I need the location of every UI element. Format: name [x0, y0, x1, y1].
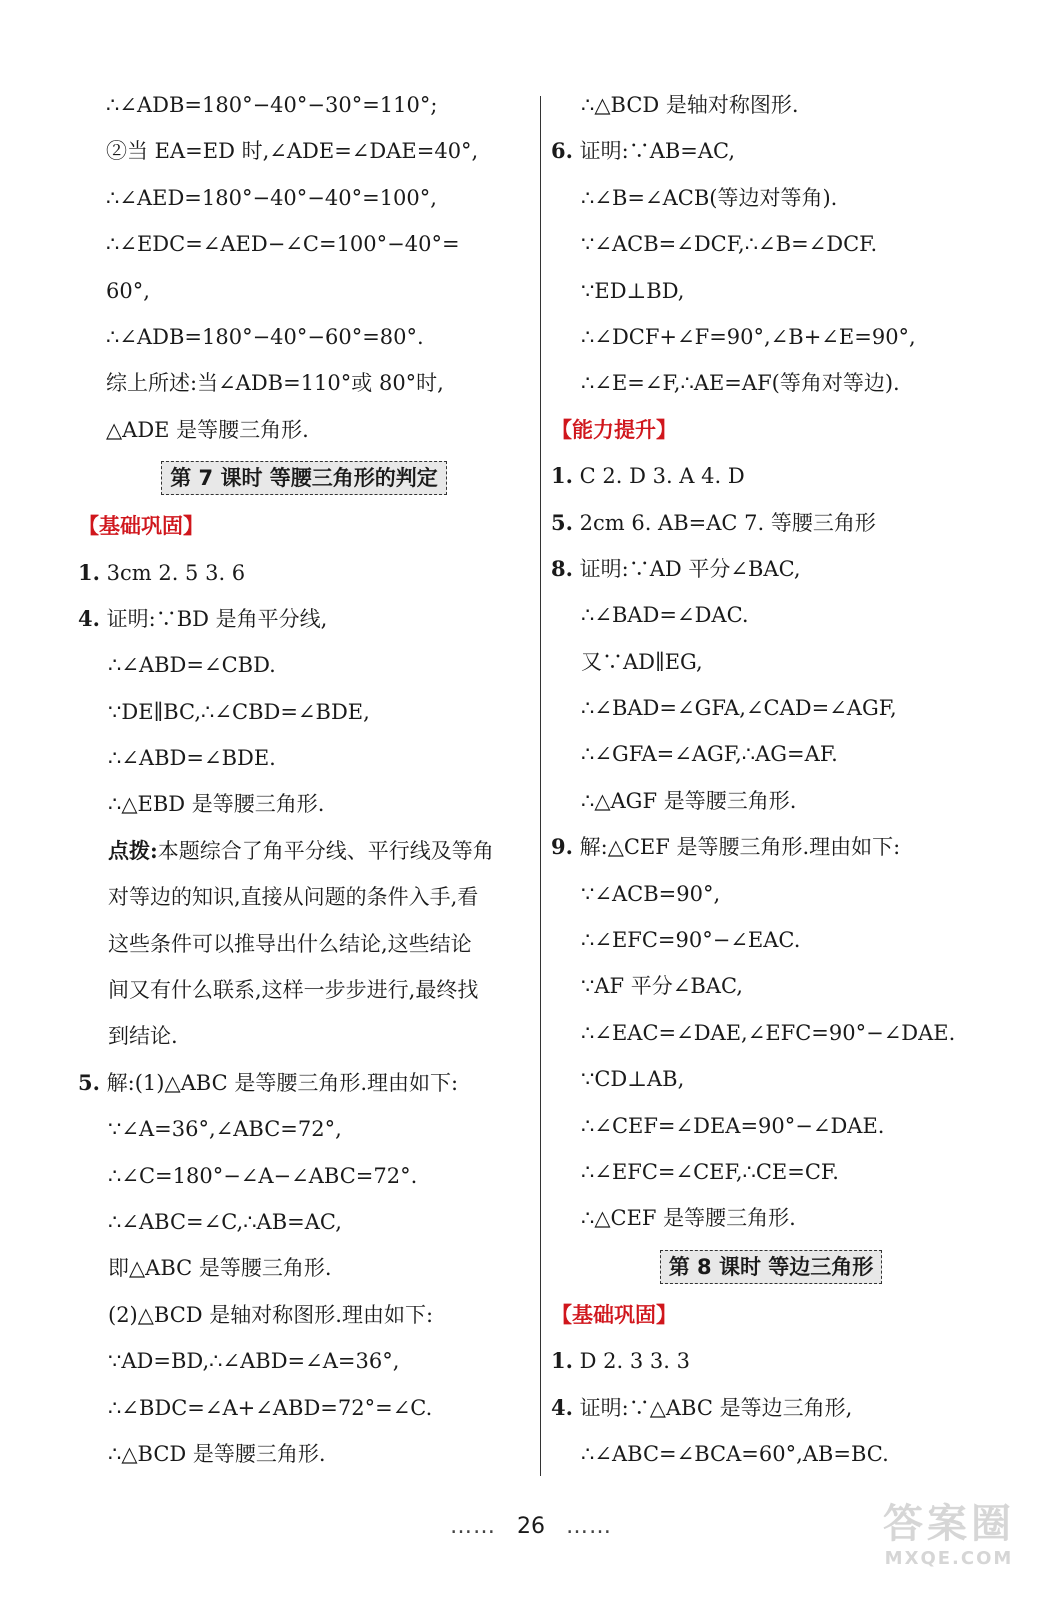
item-number: 8.	[551, 555, 573, 581]
answer-line	[78, 735, 530, 781]
line-text: ∴∠E=∠F,∴AE=AF(等角对等边).	[581, 371, 900, 396]
line-text: ∴△BCD 是等腰三角形.	[108, 1441, 326, 1466]
lesson-heading	[78, 453, 530, 503]
line-text: 本题综合了角平分线、平行线及等角	[157, 838, 494, 863]
line-text: ∴∠ADB=180°−40°−30°=110°;	[106, 93, 438, 117]
line-text: ∴∠DCF+∠F=90°,∠B+∠E=90°,	[581, 324, 916, 349]
watermark-logo-text: 答案圈	[883, 1501, 1015, 1547]
answer-line	[78, 1431, 530, 1477]
answer-item	[551, 1338, 991, 1384]
line-text: 解:△CEF 是等腰三角形.理由如下:	[579, 835, 901, 860]
item-number: 1.	[78, 559, 100, 585]
right-column	[551, 82, 991, 1477]
answer-item	[551, 1385, 991, 1431]
line-text: ∴∠ABC=∠C,∴AB=AC,	[108, 1209, 342, 1234]
answer-line	[78, 1013, 530, 1059]
line-text: 60°,	[106, 278, 150, 303]
lesson-heading-text: 第 8 课时 等边三角形	[660, 1250, 883, 1284]
watermark-url: MXQE.COM	[884, 1548, 1014, 1569]
answer-line	[78, 642, 530, 688]
answer-line	[78, 781, 530, 827]
line-text: C 2. D 3. A 4. D	[579, 464, 745, 489]
answer-line	[551, 639, 991, 685]
answer-line	[78, 1385, 530, 1431]
line-text: 间又有什么联系,这样一步步进行,最终找	[108, 978, 479, 1003]
item-number: 4.	[551, 1394, 573, 1420]
item-number: 4.	[78, 605, 100, 631]
line-text: ∴∠ABD=∠BDE.	[108, 746, 276, 771]
answer-line	[78, 1292, 530, 1338]
answer-line	[551, 1149, 991, 1195]
item-number: 1.	[551, 463, 573, 489]
answer-line	[78, 1245, 530, 1291]
line-text: ∵ED⊥BD,	[581, 278, 685, 303]
answer-item	[551, 128, 991, 174]
answer-item	[78, 550, 530, 596]
line-text: ∴∠EDC=∠AED−∠C=100°−40°=	[106, 232, 460, 257]
item-number: 1.	[551, 1348, 573, 1374]
answer-item	[551, 500, 991, 546]
answer-line	[551, 963, 991, 1009]
answer-line	[551, 1010, 991, 1056]
line-text: (2)△BCD 是轴对称图形.理由如下:	[108, 1302, 434, 1327]
answer-line	[551, 82, 991, 128]
line-text: △ADE 是等腰三角形.	[106, 417, 309, 442]
answer-line	[78, 828, 530, 874]
line-text: 综上所述:当∠ADB=110°或 80°时,	[106, 371, 444, 396]
item-number: 9.	[551, 834, 573, 860]
line-text: 2cm 6. AB=AC 7. 等腰三角形	[579, 510, 876, 535]
answer-line	[551, 685, 991, 731]
line-text: ∵CD⊥AB,	[581, 1067, 685, 1092]
line-text: ∴∠EAC=∠DAE,∠EFC=90°−∠DAE.	[581, 1020, 956, 1045]
line-text: 证明:∵AD 平分∠BAC,	[579, 556, 801, 581]
answer-line	[551, 592, 991, 638]
line-text: ∴△BCD 是轴对称图形.	[581, 93, 799, 117]
section-label: 【基础巩固】	[551, 1301, 677, 1327]
answer-line	[78, 221, 530, 267]
line-text: ∴∠ABD=∠CBD.	[108, 653, 276, 678]
line-text: 证明:∵△ABC 是等边三角形,	[579, 1395, 853, 1420]
footer-dots-left: ……	[450, 1514, 496, 1539]
line-text: ∵∠ACB=90°,	[581, 881, 721, 906]
answer-line	[551, 917, 991, 963]
line-text: ∴△AGF 是等腰三角形.	[581, 788, 797, 813]
line-text: 证明:∵BD 是角平分线,	[106, 606, 328, 631]
answer-item	[78, 1060, 530, 1106]
answer-line	[551, 221, 991, 267]
lesson-heading-text: 第 7 课时 等腰三角形的判定	[161, 461, 447, 495]
line-text: ∴∠CEF=∠DEA=90°−∠DAE.	[581, 1113, 885, 1138]
answer-line	[551, 1103, 991, 1149]
answer-item	[551, 546, 991, 592]
line-text: ∴∠ABC=∠BCA=60°,AB=BC.	[581, 1441, 889, 1466]
line-text: ②当 EA=ED 时,∠ADE=∠DAE=40°,	[106, 139, 479, 164]
line-text: ∴△EBD 是等腰三角形.	[108, 792, 325, 817]
line-text: 到结论.	[108, 1024, 178, 1049]
answer-line	[78, 82, 530, 128]
answer-line	[78, 921, 530, 967]
line-text: ∵AF 平分∠BAC,	[581, 974, 743, 999]
column-divider	[540, 96, 541, 1476]
line-text: ∴∠BAD=∠GFA,∠CAD=∠AGF,	[581, 696, 897, 721]
answer-line	[78, 1106, 530, 1152]
line-text: ∴∠B=∠ACB(等边对等角).	[581, 185, 838, 210]
answer-line	[78, 314, 530, 360]
answer-item	[78, 596, 530, 642]
answer-line	[551, 778, 991, 824]
item-number: 6.	[551, 138, 573, 164]
lesson-heading	[551, 1242, 991, 1292]
answer-line	[78, 1338, 530, 1384]
site-watermark	[864, 1500, 1034, 1590]
answer-line	[78, 360, 530, 406]
line-text: ∵∠ACB=∠DCF,∴∠B=∠DCF.	[581, 232, 878, 257]
line-text: 又∵AD∥EG,	[581, 649, 703, 674]
answer-line	[78, 1153, 530, 1199]
line-text: 解:(1)△ABC 是等腰三角形.理由如下:	[106, 1070, 459, 1095]
line-text: 这些条件可以推导出什么结论,这些结论	[108, 931, 472, 956]
answer-line	[551, 314, 991, 360]
item-number: 5.	[78, 1069, 100, 1095]
answer-line	[551, 360, 991, 406]
answer-line	[551, 1431, 991, 1477]
line-text: ∴∠BDC=∠A+∠ABD=72°=∠C.	[108, 1395, 433, 1420]
item-number: 5.	[551, 509, 573, 535]
left-column	[78, 82, 530, 1477]
line-text: ∵AD=BD,∴∠ABD=∠A=36°,	[108, 1349, 400, 1374]
answer-line	[551, 175, 991, 221]
line-text: 证明:∵AB=AC,	[579, 139, 736, 164]
hint-label: 点拨:	[108, 837, 158, 863]
answer-item	[551, 453, 991, 499]
line-text: ∴∠ADB=180°−40°−60°=80°.	[106, 324, 424, 349]
line-text: D 2. 3 3. 3	[579, 1349, 690, 1374]
answer-line	[551, 731, 991, 777]
line-text: 3cm 2. 5 3. 6	[106, 560, 246, 585]
line-text: ∴∠C=180°−∠A−∠ABC=72°.	[108, 1163, 418, 1188]
page-number: 26	[517, 1514, 545, 1539]
answer-line	[78, 175, 530, 221]
line-text: ∴△CEF 是等腰三角形.	[581, 1206, 796, 1231]
answer-line	[78, 268, 530, 314]
line-text: ∴∠EFC=∠CEF,∴CE=CF.	[581, 1159, 839, 1184]
answer-item	[551, 824, 991, 870]
line-text: 对等边的知识,直接从问题的条件入手,看	[108, 885, 479, 910]
line-text: ∴∠BAD=∠DAC.	[581, 603, 749, 628]
line-text: ∴∠GFA=∠AGF,∴AG=AF.	[581, 742, 838, 767]
answer-line	[78, 689, 530, 735]
line-text: 即△ABC 是等腰三角形.	[108, 1256, 332, 1281]
answer-line	[78, 1199, 530, 1245]
answer-line	[78, 967, 530, 1013]
answer-line	[78, 128, 530, 174]
line-text: ∵DE∥BC,∴∠CBD=∠BDE,	[108, 699, 370, 724]
answer-line	[78, 407, 530, 453]
answer-line	[78, 874, 530, 920]
line-text: ∴∠EFC=90°−∠EAC.	[581, 928, 801, 953]
section-label: 【能力提升】	[551, 416, 677, 442]
section-label: 【基础巩固】	[78, 513, 204, 539]
footer-dots-right: ……	[566, 1514, 612, 1539]
line-text: ∴∠AED=180°−40°−40°=100°,	[106, 185, 437, 210]
answer-line	[551, 1056, 991, 1102]
answer-line	[551, 1195, 991, 1241]
line-text: ∵∠A=36°,∠ABC=72°,	[108, 1117, 342, 1142]
answer-line	[551, 871, 991, 917]
answer-line	[551, 268, 991, 314]
